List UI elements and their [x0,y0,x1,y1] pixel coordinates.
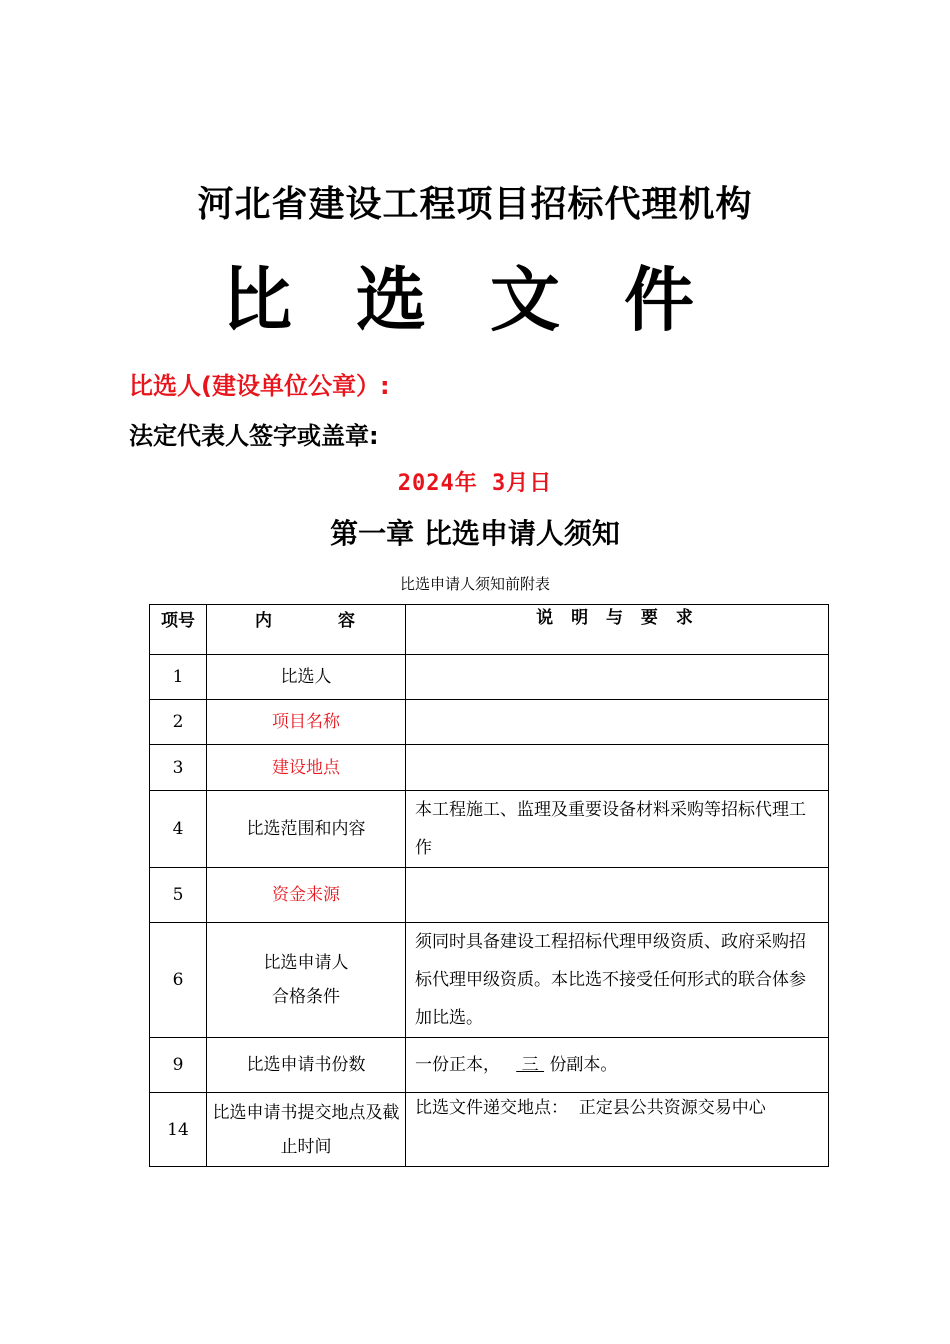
front-table [149,604,829,1167]
header-no: 项号 [150,605,207,655]
row-desc [406,1093,829,1167]
table-row [150,791,829,868]
row-no: 2 [150,700,207,745]
document-date: 2024年 3月日 [397,471,553,496]
row-no: 6 [150,923,207,1038]
row-desc [406,655,829,700]
chapter-title: 第一章 比选申请人须知 [330,517,620,550]
org-title: 河北省建设工程项目招标代理机构 [197,184,753,225]
row-no: 5 [150,868,207,923]
copy-count: 三 [516,1055,545,1075]
row-item: 项目名称 [207,700,406,745]
row-desc [406,868,829,923]
row-item: 比选申请书份数 [207,1038,406,1093]
row-desc: 须同时具备建设工程招标代理甲级资质、政府采购招标代理甲级资质。本比选不接受任何形式的联合体参加比选。 [406,923,829,1038]
header-desc: 说 明 与 要 求 [406,605,829,655]
row-item: 建设地点 [207,745,406,791]
row-item: 资金来源 [207,868,406,923]
row-item: 比选申请书提交地点及截止时间 [207,1093,406,1167]
row-no: 3 [150,745,207,791]
table-header-row [150,605,829,655]
submission-place-value: 正定县公共资源交易中心 [578,1098,766,1118]
row-no: 1 [150,655,207,700]
table-row [150,700,829,745]
desc-copy-label: 份副本。 [549,1055,618,1075]
row-no: 14 [150,1093,207,1167]
row-desc: 本工程施工、监理及重要设备材料采购等招标代理工作 [406,791,829,868]
table-caption: 比选申请人须知前附表 [399,575,550,593]
bidder-seal-label: 比选人(建设单位公章）: [129,372,390,400]
submission-place-label: 比选文件递交地点： [415,1098,568,1118]
row-desc [406,1038,829,1093]
row-no: 9 [150,1038,207,1093]
row-desc [406,700,829,745]
table-row [150,655,829,700]
row-item: 比选人 [207,655,406,700]
row-item-line: 比选申请人 [263,953,349,973]
row-item-line: 合格条件 [272,987,340,1007]
document-title: 比选文件 [222,259,758,341]
table-row [150,868,829,923]
table-row [150,923,829,1038]
row-desc [406,745,829,791]
table-row [150,1038,829,1093]
row-item [207,923,406,1038]
row-no: 4 [150,791,207,868]
desc-original-count: 一份正本， [415,1055,500,1075]
row-item: 比选范围和内容 [207,791,406,868]
header-content: 内 容 [207,605,406,655]
legal-rep-label: 法定代表人签字或盖章: [129,422,379,450]
table-row [150,745,829,791]
table-row [150,1093,829,1167]
